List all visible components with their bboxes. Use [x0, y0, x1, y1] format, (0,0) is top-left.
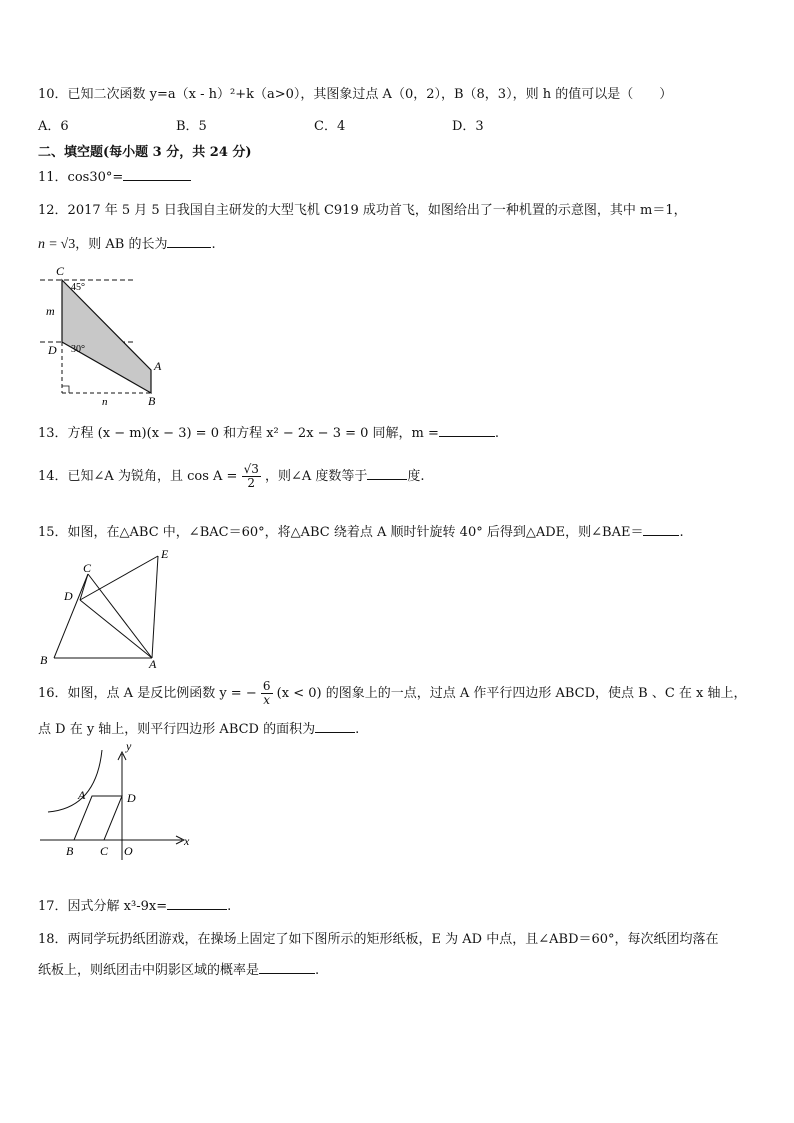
label-d: D — [127, 791, 136, 805]
q12-line2: n = √3，则 AB 的长为 . — [38, 237, 216, 252]
q18-line1: 18．两同学玩扔纸团游戏，在操场上固定了如下图所示的矩形纸板，E 为 AD 中点，且∠ABD＝60°，每次纸团均落在 — [38, 932, 719, 947]
segment-da — [80, 600, 152, 658]
label-c: C — [56, 264, 65, 278]
q14-fraction — [242, 463, 261, 490]
q12-post: ，则 AB 的长为 — [75, 237, 168, 252]
q12-eq: = √3 — [49, 237, 76, 252]
label-n: n — [102, 396, 108, 408]
hyperbola-curve — [48, 750, 102, 812]
q16-numerator: 6 — [262, 679, 271, 693]
label-o: O — [124, 844, 133, 858]
label-e: E — [161, 547, 169, 561]
q16-line2: 点 D 在 y 轴上，则平行四边形 ABCD 的面积为 . — [38, 722, 360, 737]
answer-blank — [123, 168, 191, 181]
answer-blank — [643, 523, 679, 536]
q16-line2-text: 点 D 在 y 轴上，则平行四边形 ABCD 的面积为 — [38, 722, 316, 737]
q13-text: 13．方程 (x − m)(x − 3) = 0 和方程 x² − 2x − 3 = 0 同解，m = — [38, 426, 439, 441]
q15-figure — [36, 544, 176, 672]
label-c: C — [100, 844, 109, 858]
q14-denominator: 2 — [247, 476, 256, 490]
answer-blank — [259, 961, 315, 974]
angle-45-label: 45° — [71, 282, 85, 293]
label-y: y — [126, 744, 132, 753]
q17-text: 17．因式分解 x³-9x= — [38, 899, 168, 914]
label-c: C — [83, 561, 92, 575]
q13: 13．方程 (x − m)(x − 3) = 0 和方程 x² − 2x − 3 = 0 同解，m = . — [38, 426, 500, 441]
q11 — [38, 166, 191, 185]
q14-post: ，则∠A 度数等于 — [264, 469, 368, 484]
label-m: m — [46, 304, 55, 318]
q10-option-c: C．4 — [314, 119, 346, 134]
q18-line2-text: 纸板上，则纸团击中阴影区域的概率是 — [38, 963, 260, 978]
right-angle-mark — [62, 386, 69, 393]
answer-blank — [367, 467, 407, 480]
q14-pre: 14．已知∠A 为锐角，且 cos A = — [38, 469, 238, 484]
label-d: D — [48, 343, 57, 357]
q16-cond: (x < 0) 的图象上的一点，过点 A 作平行四边形 ABCD，使点 B 、C 在 x 轴上， — [276, 686, 747, 701]
q10-option-d: D．3 — [452, 119, 484, 134]
label-b: B — [148, 394, 156, 408]
q11-text: 11．cos30°= — [38, 170, 124, 185]
q18-line2: 纸板上，则纸团击中阴影区域的概率是 . — [38, 963, 320, 978]
answer-blank — [167, 235, 211, 248]
q14-end: 度. — [407, 469, 425, 484]
q10-option-b: B．5 — [176, 119, 207, 134]
q12-figure — [36, 262, 166, 408]
answer-blank — [315, 720, 355, 733]
q14 — [38, 463, 425, 490]
label-d: D — [64, 589, 73, 603]
label-a: A — [154, 359, 162, 373]
q16-figure — [36, 744, 196, 862]
segment-ca — [88, 574, 152, 658]
answer-blank — [167, 897, 227, 910]
parallelogram-abcd — [74, 796, 122, 840]
q12-line1: 12．2017 年 5 月 5 日我国自主研发的大型飞机 C919 成功首飞，如图给出了一种机置的示意图，其中 m＝1， — [38, 203, 687, 218]
angle-30-label: 30° — [71, 344, 85, 355]
q16-denominator: x — [263, 693, 271, 707]
q16-pre: 16．如图，点 A 是反比例函数 y = − — [38, 686, 257, 701]
label-b: B — [66, 844, 74, 858]
q12-n: n — [38, 237, 45, 252]
shaded-wing — [62, 280, 151, 393]
answer-blank — [439, 424, 495, 437]
segment-ea — [152, 556, 158, 658]
q14-numerator: √3 — [243, 462, 259, 476]
q16-line1 — [38, 680, 747, 707]
section-heading: 二、填空题(每小题 3 分，共 24 分) — [38, 145, 252, 160]
q15: 15．如图，在△ABC 中，∠BAC＝60°，将△ABC 绕着点 A 顺时针旋转 40° 后得到△ADE，则∠BAE＝ . — [38, 525, 684, 540]
q10-text: 10．已知二次函数 y=a（x - h）²+k（a>0），其图象过点 A（0，2），B（8，3），则 h 的值可以是（ ） — [38, 87, 673, 102]
label-a: A — [149, 657, 157, 671]
segment-bc — [54, 574, 88, 658]
q16-fraction — [261, 680, 273, 707]
q10-option-a: A．6 — [38, 119, 69, 134]
segment-de — [80, 556, 158, 600]
label-x: x — [184, 834, 190, 848]
label-b: B — [40, 653, 48, 667]
label-a: A — [78, 788, 86, 802]
q17: 17．因式分解 x³-9x= . — [38, 899, 232, 914]
q15-text: 15．如图，在△ABC 中，∠BAC＝60°，将△ABC 绕着点 A 顺时针旋转 40° 后得到△ADE，则∠BAE＝ — [38, 525, 644, 540]
